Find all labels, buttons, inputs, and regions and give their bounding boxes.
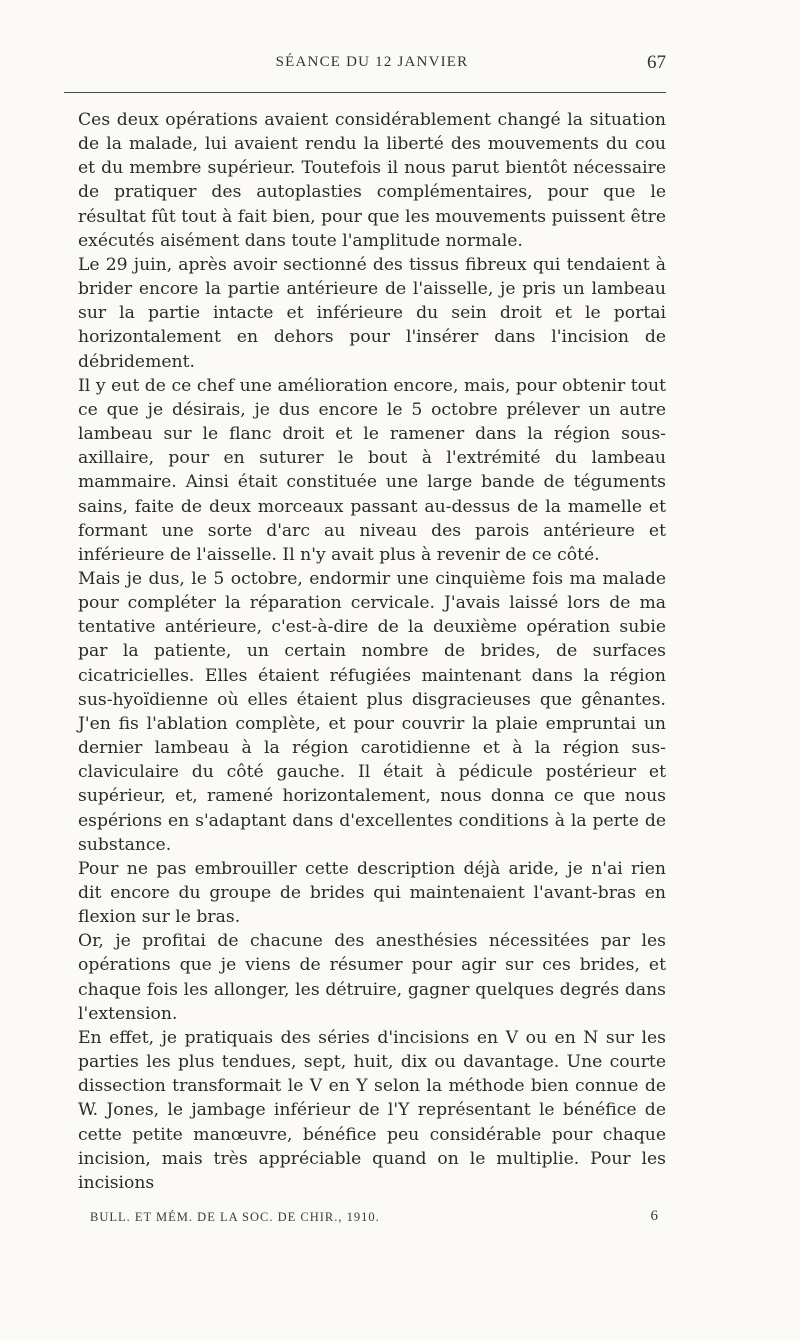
journal-source: BULL. ET MÉM. DE LA SOC. DE CHIR., 1910.	[90, 1210, 380, 1224]
signature-mark: 6	[650, 1208, 658, 1224]
page-number: 67	[647, 52, 666, 73]
running-head	[78, 52, 666, 78]
paragraph-6: Or, je profitai de chacune des anesthésies nécessitées par les opérations que je viens de résumer pour agir sur ces brides, et chaque fois les allonger, les détruire, gagner quelques degrés dans l'extension.	[78, 931, 666, 1024]
paragraph-4: Mais je dus, le 5 octobre, endormir une cinquième fois ma malade pour compléter la réparation cervicale. J'avais laissé lors de ma tentative antérieure, c'est-à-dire de la deuxième opération subie par la patiente, un certain nombre de brides, de surfaces cicatricielles. Elles étaient réfugiées maintenant dans la région sus-hyoïdienne où elles étaient plus disgracieuses que gênantes. J'en fis l'ablation complète, et pour couvrir la plaie empruntai un dernier lambeau à la région carotidienne et à la région sus-claviculaire du côté gauche. Il était à pédicule postérieur et supérieur, et, ramené horizontalement, nous donna ce que nous espérions en s'adaptant dans d'excellentes conditions à la perte de substance.	[78, 568, 666, 855]
page-footer	[90, 1210, 658, 1230]
paragraph-7: En effet, je pratiquais des séries d'incisions en V ou en N sur les parties les plus tendues, sept, huit, dix ou davantage. Une courte dissection transformait le V en Y selon la méthode bien connue de W. Jones, le jambage inférieur de l'Y représentant le bénéfice de cette petite manœuvre, bénéfice peu considérable pour chaque incision, mais très appréciable quand on le multiplie. Pour les incisions	[78, 1027, 666, 1193]
paragraph-5: Pour ne pas embrouiller cette description déjà aride, je n'ai rien dit encore du groupe de brides qui maintenaient l'avant-bras en flexion sur le bras.	[78, 858, 666, 928]
body-text	[78, 108, 666, 1195]
header-rule	[64, 92, 666, 93]
paragraph-3: Il y eut de ce chef une amélioration encore, mais, pour obtenir tout ce que je désirais, je dus encore le 5 octobre prélever un autre lambeau sur le flanc droit et le ramener dans la région sous-axillaire, pour en suturer le bout à l'extrémité du lambeau mammaire. Ainsi était constituée une large bande de téguments sains, faite de deux morceaux passant au-dessus de la mamelle et formant une sorte d'arc au niveau des parois antérieure et inférieure de l'aisselle. Il n'y avait plus à revenir de ce côté.	[78, 375, 666, 565]
running-title: SÉANCE DU 12 JANVIER	[275, 54, 469, 70]
paragraph-1: Ces deux opérations avaient considérablement changé la situation de la malade, lui avaient rendu la liberté des mouvements du cou et du membre supérieur. Toutefois il nous parut bientôt nécessaire de pratiquer des autoplasties complémentaires, pour que le résultat fût tout à fait bien, pour que les mouvements puissent être exécutés aisément dans toute l'amplitude normale.	[78, 110, 666, 251]
paragraph-2: Le 29 juin, après avoir sectionné des tissus fibreux qui tendaient à brider encore la partie antérieure de l'aisselle, je pris un lambeau sur la partie intacte et inférieure du sein droit et le portai horizontalement en dehors pour l'insérer dans l'incision de débridement.	[78, 254, 666, 372]
